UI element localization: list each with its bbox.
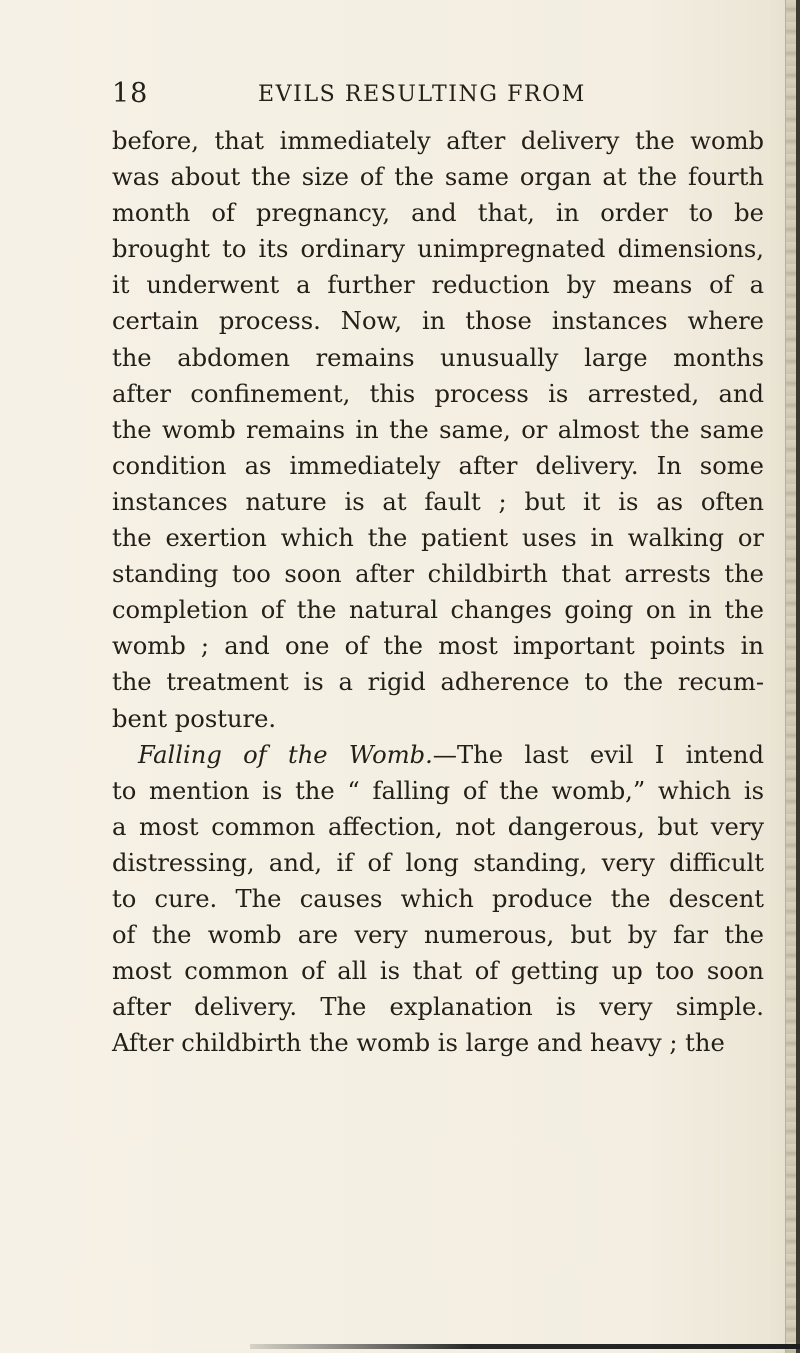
text-line: completion of the natural changes going on in the <box>112 596 764 625</box>
section-heading: Falling of the Womb. <box>138 740 433 769</box>
text-line: womb ; and one of the most important points in <box>112 632 764 661</box>
text-line: it underwent a further reduction by means of a <box>112 271 764 300</box>
section-first-line-rest: —The last evil I intend <box>432 740 764 769</box>
text-line: the exertion which the patient uses in walking or <box>112 524 764 553</box>
running-head: EVILS RESULTING FROM <box>258 82 586 107</box>
text-line: certain process. Now, in those instances where <box>112 307 764 336</box>
body-text <box>112 123 764 1061</box>
text-line: the abdomen remains unusually large months <box>112 343 764 372</box>
text-line: of the womb are very numerous, but by far the <box>112 921 764 950</box>
page-header <box>112 78 772 114</box>
text-line: before, that immediately after delivery the womb <box>112 127 764 155</box>
text-line: bent posture. <box>112 704 277 733</box>
binding-edge <box>796 0 800 1353</box>
text-line: After childbirth the womb is large and heavy ; the <box>112 1029 725 1058</box>
text-line: most common of all is that of getting up too soon <box>112 957 764 986</box>
text-line: brought to its ordinary unimpregnated dimensions, <box>112 235 764 264</box>
text-line: the womb remains in the same, or almost the same <box>112 415 764 444</box>
section-first-line <box>112 737 764 773</box>
text-line: the treatment is a rigid adherence to the recum- <box>112 668 764 697</box>
text-line: to mention is the “ falling of the womb,” which is <box>112 776 764 805</box>
text-line: a most common affection, not dangerous, but very <box>112 812 764 841</box>
page-number: 18 <box>112 78 149 109</box>
text-line: condition as immediately after delivery. In some <box>112 451 764 480</box>
text-line: standing too soon after childbirth that arrests the <box>112 560 764 589</box>
bottom-scan-line <box>250 1344 800 1349</box>
text-line: month of pregnancy, and that, in order to be <box>112 199 764 228</box>
text-line: distressing, and, if of long standing, very difficult <box>112 848 764 877</box>
text-line: to cure. The causes which produce the descent <box>112 884 764 913</box>
text-line: after confinement, this process is arrested, and <box>112 379 764 408</box>
text-line: after delivery. The explanation is very simple. <box>112 993 764 1022</box>
text-line: instances nature is at fault ; but it is as often <box>112 487 764 516</box>
text-line: was about the size of the same organ at the fourth <box>112 163 764 192</box>
